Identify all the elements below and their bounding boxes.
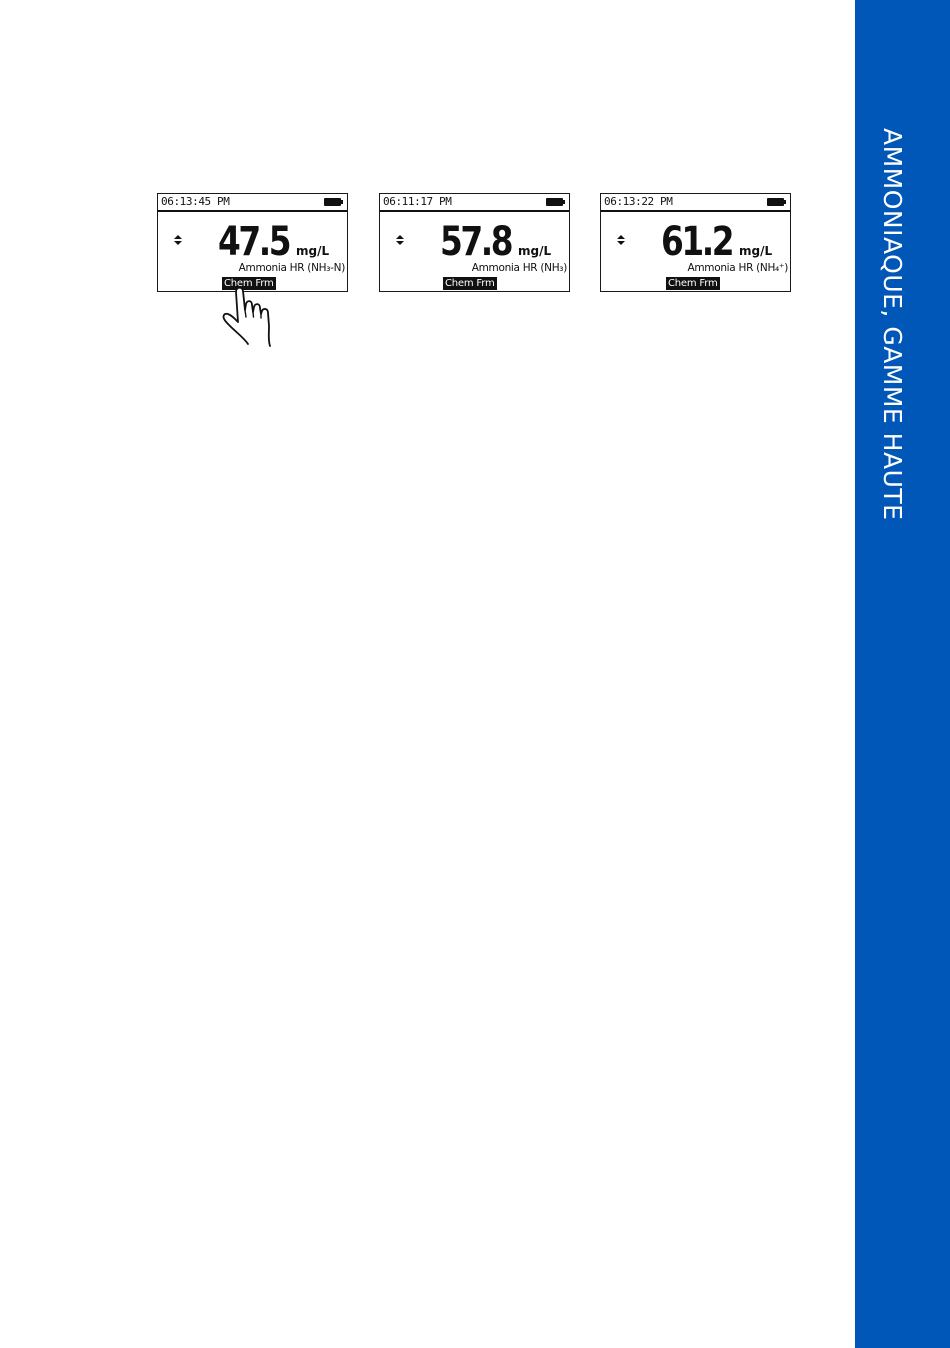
- reading-unit: mg/L: [739, 244, 773, 258]
- meter-screen-1: [157, 193, 348, 292]
- screen-time: 06:11:17 PM: [383, 195, 452, 208]
- chem-frm-softkey[interactable]: Chem Frm: [668, 278, 718, 289]
- reading-value: 47.5: [218, 219, 290, 265]
- section-title: AMMONIAQUE, GAMME HAUTE: [878, 128, 907, 521]
- battery-icon: [546, 198, 563, 206]
- reading-unit: mg/L: [518, 244, 552, 258]
- up-down-arrows-icon: [617, 235, 625, 247]
- screen-time: 06:13:45 PM: [161, 195, 230, 208]
- hand-pointer-icon: [218, 282, 280, 348]
- screen-time: 06:13:22 PM: [604, 195, 673, 208]
- reading-value: 57.8: [440, 219, 512, 265]
- reading-unit: mg/L: [296, 244, 330, 258]
- parameter-label: Ammonia HR (NH₃): [471, 262, 567, 274]
- reading-value: 61.2: [661, 219, 733, 265]
- meter-screen-2: [379, 193, 570, 292]
- meter-screen-3: [600, 193, 791, 292]
- up-down-arrows-icon: [174, 235, 182, 247]
- header-divider: [158, 210, 347, 212]
- chem-frm-softkey[interactable]: Chem Frm: [445, 278, 495, 289]
- parameter-label: Ammonia HR (NH₄⁺): [687, 262, 788, 274]
- header-divider: [380, 210, 569, 212]
- battery-icon: [767, 198, 784, 206]
- header-divider: [601, 210, 790, 212]
- up-down-arrows-icon: [396, 235, 404, 247]
- parameter-label: Ammonia HR (NH₃-N): [238, 262, 345, 274]
- chem-frm-softkey[interactable]: Chem Frm: [224, 278, 274, 289]
- battery-icon: [324, 198, 341, 206]
